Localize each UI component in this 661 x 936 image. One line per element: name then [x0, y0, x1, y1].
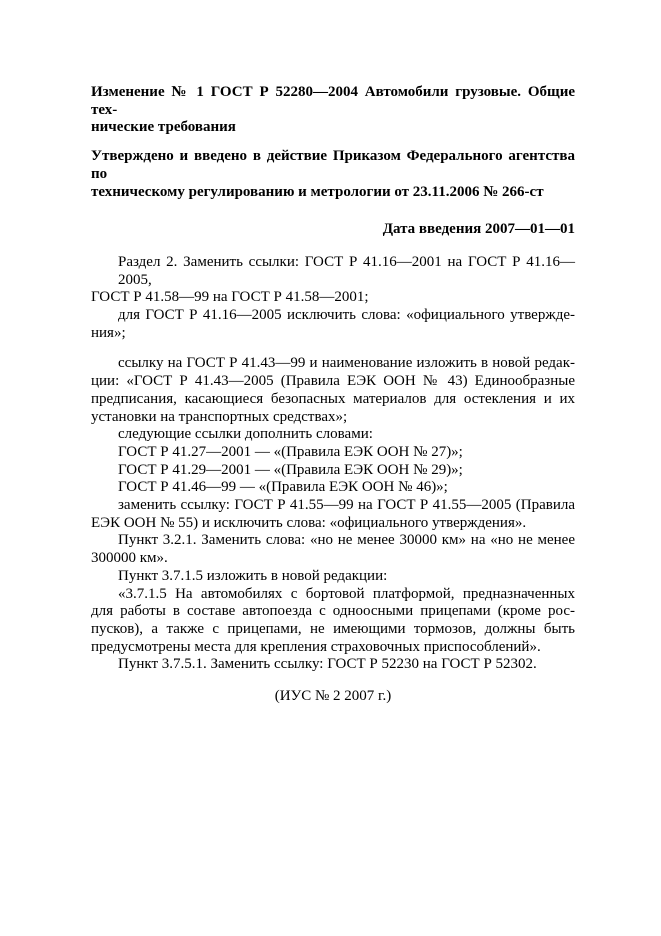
body-line: ции: «ГОСТ Р 41.43—2005 (Правила ЕЭК ООН № 43) Единообразные [91, 373, 575, 390]
body-line: следующие ссылки дополнить словами: [118, 426, 373, 443]
body-line: для работы в составе автопоезда с одноосными прицепами (кроме рос- [91, 603, 575, 620]
body-line: пусков), а также с прицепами, не имеющими тормозов, должны быть [91, 620, 575, 637]
effective-date: Дата введения 2007—01—01 [382, 221, 575, 238]
body-line: заменить ссылку: ГОСТ Р 41.55—99 на ГОСТ Р 41.55—2005 (Правила [118, 497, 575, 514]
body-line: предусмотрены места для крепления страховочных приспособлений». [91, 638, 541, 655]
title-line: нические требования [91, 119, 236, 136]
body-line: 300000 км». [91, 550, 168, 567]
body-line: установки на транспортных средствах»; [91, 408, 348, 425]
body-line: ГОСТ Р 41.46—99 — «(Правила ЕЭК ООН № 46)»; [118, 479, 448, 496]
body-line: ния»; [91, 324, 126, 341]
body-line: Пункт 3.7.5.1. Заменить ссылку: ГОСТ Р 52230 на ГОСТ Р 52302. [118, 656, 537, 673]
body-line: ссылку на ГОСТ Р 41.43—99 и наименование изложить в новой редак- [118, 355, 575, 372]
body-line: «3.7.1.5 На автомобилях с бортовой платформой, предназначенных [118, 585, 575, 602]
approval-line: техническому регулированию и метрологии от 23.11.2006 № 266-ст [91, 183, 544, 200]
approval-line: Утверждено и введено в действие Приказом Федерального агентства по [91, 148, 575, 182]
body-line: Пункт 3.2.1. Заменить слова: «но не менее 30000 км» на «но не менее [118, 532, 575, 549]
body-line: ГОСТ Р 41.58—99 на ГОСТ Р 41.58—2001; [91, 289, 369, 306]
body-line: для ГОСТ Р 41.16—2005 исключить слова: «официального утвержде- [118, 307, 575, 324]
title-line: Изменение № 1 ГОСТ Р 52280—2004 Автомобили грузовые. Общие тех- [91, 84, 575, 118]
body-line: предписания, касающиеся безопасных материалов для остекления и их [91, 390, 575, 407]
body-line: ЕЭК ООН № 55) и исключить слова: «официального утверждения». [91, 514, 527, 531]
body-line: Пункт 3.7.1.5 изложить в новой редакции: [118, 567, 388, 584]
body-line: ГОСТ Р 41.29—2001 — «(Правила ЕЭК ООН № 29)»; [118, 461, 463, 478]
source-note: (ИУС № 2 2007 г.) [274, 688, 392, 705]
body-line: ГОСТ Р 41.27—2001 — «(Правила ЕЭК ООН № 27)»; [118, 443, 463, 460]
body-line: Раздел 2. Заменить ссылки: ГОСТ Р 41.16—2001 на ГОСТ Р 41.16—2005, [118, 253, 575, 288]
document-page [91, 84, 575, 706]
